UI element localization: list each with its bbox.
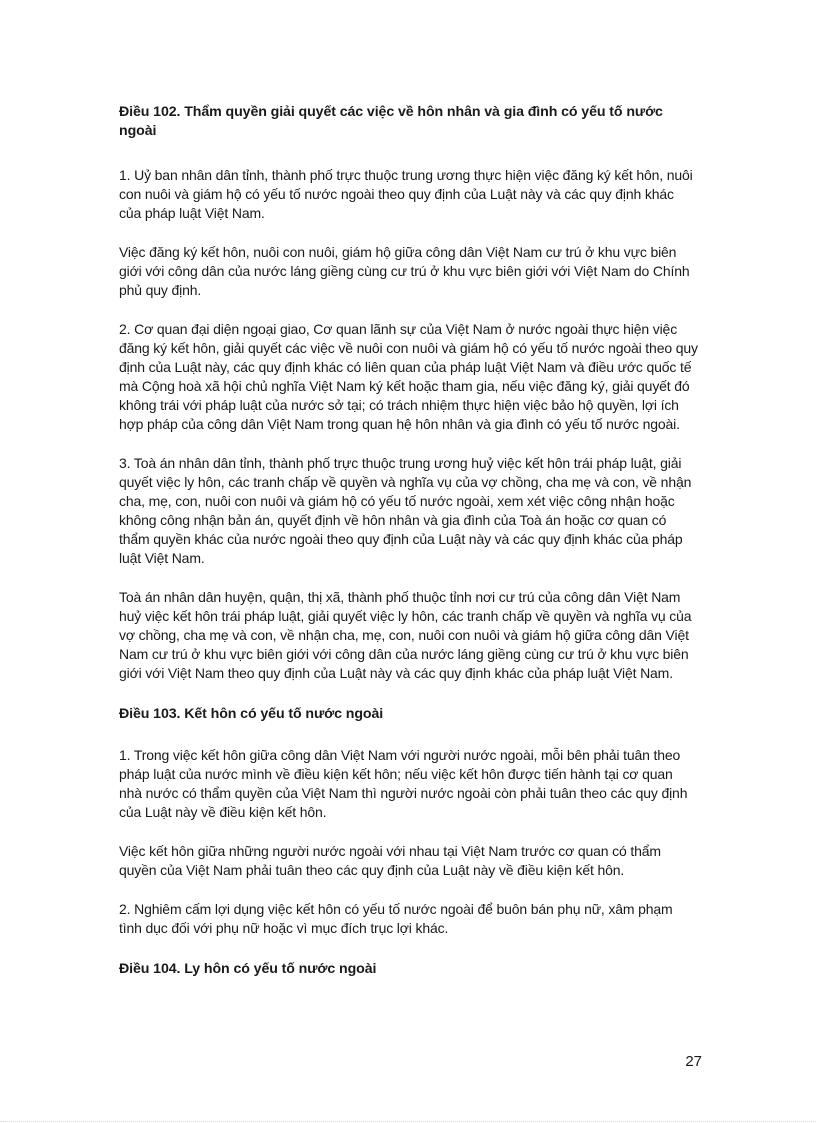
page-number: 27 <box>685 1053 702 1070</box>
article-102-heading: Điều 102. Thẩm quyền giải quyết các việc về hôn nhân và gia đình có yếu tố nước ngoài <box>119 104 663 139</box>
article-102-clause-1: 1. Uỷ ban nhân dân tỉnh, thành phố trực thuộc trung ương thực hiện việc đăng ký kết hôn, nuôi con nuôi và giám hộ có yếu tố nước ngoài theo quy định của Luật này và các quy định khác của pháp luật Việt Nam. <box>119 167 693 221</box>
document-body <box>119 103 699 1003</box>
article-103-clause-1-note: Việc kết hôn giữa những người nước ngoài với nhau tại Việt Nam trước cơ quan có thẩm quyền của Việt Nam phải tuân theo các quy định của Luật này về điều kiện kết hôn. <box>119 843 661 878</box>
article-103-clause-2: 2. Nghiêm cấm lợi dụng việc kết hôn có yếu tố nước ngoài để buôn bán phụ nữ, xâm phạm tình dục đối với phụ nữ hoặc vì mục đích trục lợi khác. <box>119 901 673 936</box>
article-102-clause-3-note: Toà án nhân dân huyện, quận, thị xã, thành phố thuộc tỉnh nơi cư trú của công dân Việt Nam huỷ việc kết hôn trái pháp luật, giải quyết việc ly hôn, các tranh chấp về quyền và nghĩa vụ của vợ chồng, cha mẹ và con, về nhận cha, mẹ, con, nuôi con nuôi và giám hộ giữa công dân Việt Nam cư trú ở khu vực biên giới với công dân của nước láng giềng cùng cư trú ở khu vực biên giới với Việt Nam theo quy định của Luật này và các quy định khác của pháp luật Việt Nam. <box>119 589 692 681</box>
article-102-clause-1-note: Việc đăng ký kết hôn, nuôi con nuôi, giám hộ giữa công dân Việt Nam cư trú ở khu vực biên giới với công dân của nước láng giềng cùng cư trú ở khu vực biên giới với Việt Nam do Chính phủ quy định. <box>119 244 690 298</box>
article-104-heading: Điều 104. Ly hôn có yếu tố nước ngoài <box>119 961 377 977</box>
article-102-clause-2: 2. Cơ quan đại diện ngoại giao, Cơ quan lãnh sự của Việt Nam ở nước ngoài thực hiện việc đăng ký kết hôn, giải quyết các việc về nuôi con nuôi và giám hộ có yếu tố nước ngoài theo quy định của Luật này, các quy định khác có liên quan của pháp luật Việt Nam và điều ước quốc tế mà Cộng hoà xã hội chủ nghĩa Việt Nam ký kết hoặc tham gia, nếu việc đăng ký, giải quyết đó không trái với pháp luật của nước sở tại; có trách nhiệm thực hiện việc bảo hộ quyền, lợi ích hợp pháp của công dân Việt Nam trong quan hệ hôn nhân và gia đình có yếu tố nước ngoài. <box>119 321 698 432</box>
article-102-clause-3: 3. Toà án nhân dân tỉnh, thành phố trực thuộc trung ương huỷ việc kết hôn trái pháp luật, giải quyết việc ly hôn, các tranh chấp về quyền và nghĩa vụ của vợ chồng, cha mẹ và con, về nhận cha, mẹ, con, nuôi con nuôi và giám hộ có yếu tố nước ngoài, xem xét việc công nhận hoặc không công nhận bản án, quyết định về hôn nhân và gia đình của Toà án hoặc cơ quan có thẩm quyền khác của nước ngoài theo quy định của Luật này và các quy định khác của pháp luật Việt Nam. <box>119 455 692 566</box>
article-103-clause-1: 1. Trong việc kết hôn giữa công dân Việt Nam với người nước ngoài, mỗi bên phải tuân theo pháp luật của nước mình về điều kiện kết hôn; nếu việc kết hôn được tiến hành tại cơ quan nhà nước có thẩm quyền của Việt Nam thì người nước ngoài còn phải tuân theo các quy định của Luật này về điều kiện kết hôn. <box>119 747 688 820</box>
article-103-heading: Điều 103. Kết hôn có yếu tố nước ngoài <box>119 706 384 722</box>
page-bottom-divider <box>0 1121 816 1122</box>
